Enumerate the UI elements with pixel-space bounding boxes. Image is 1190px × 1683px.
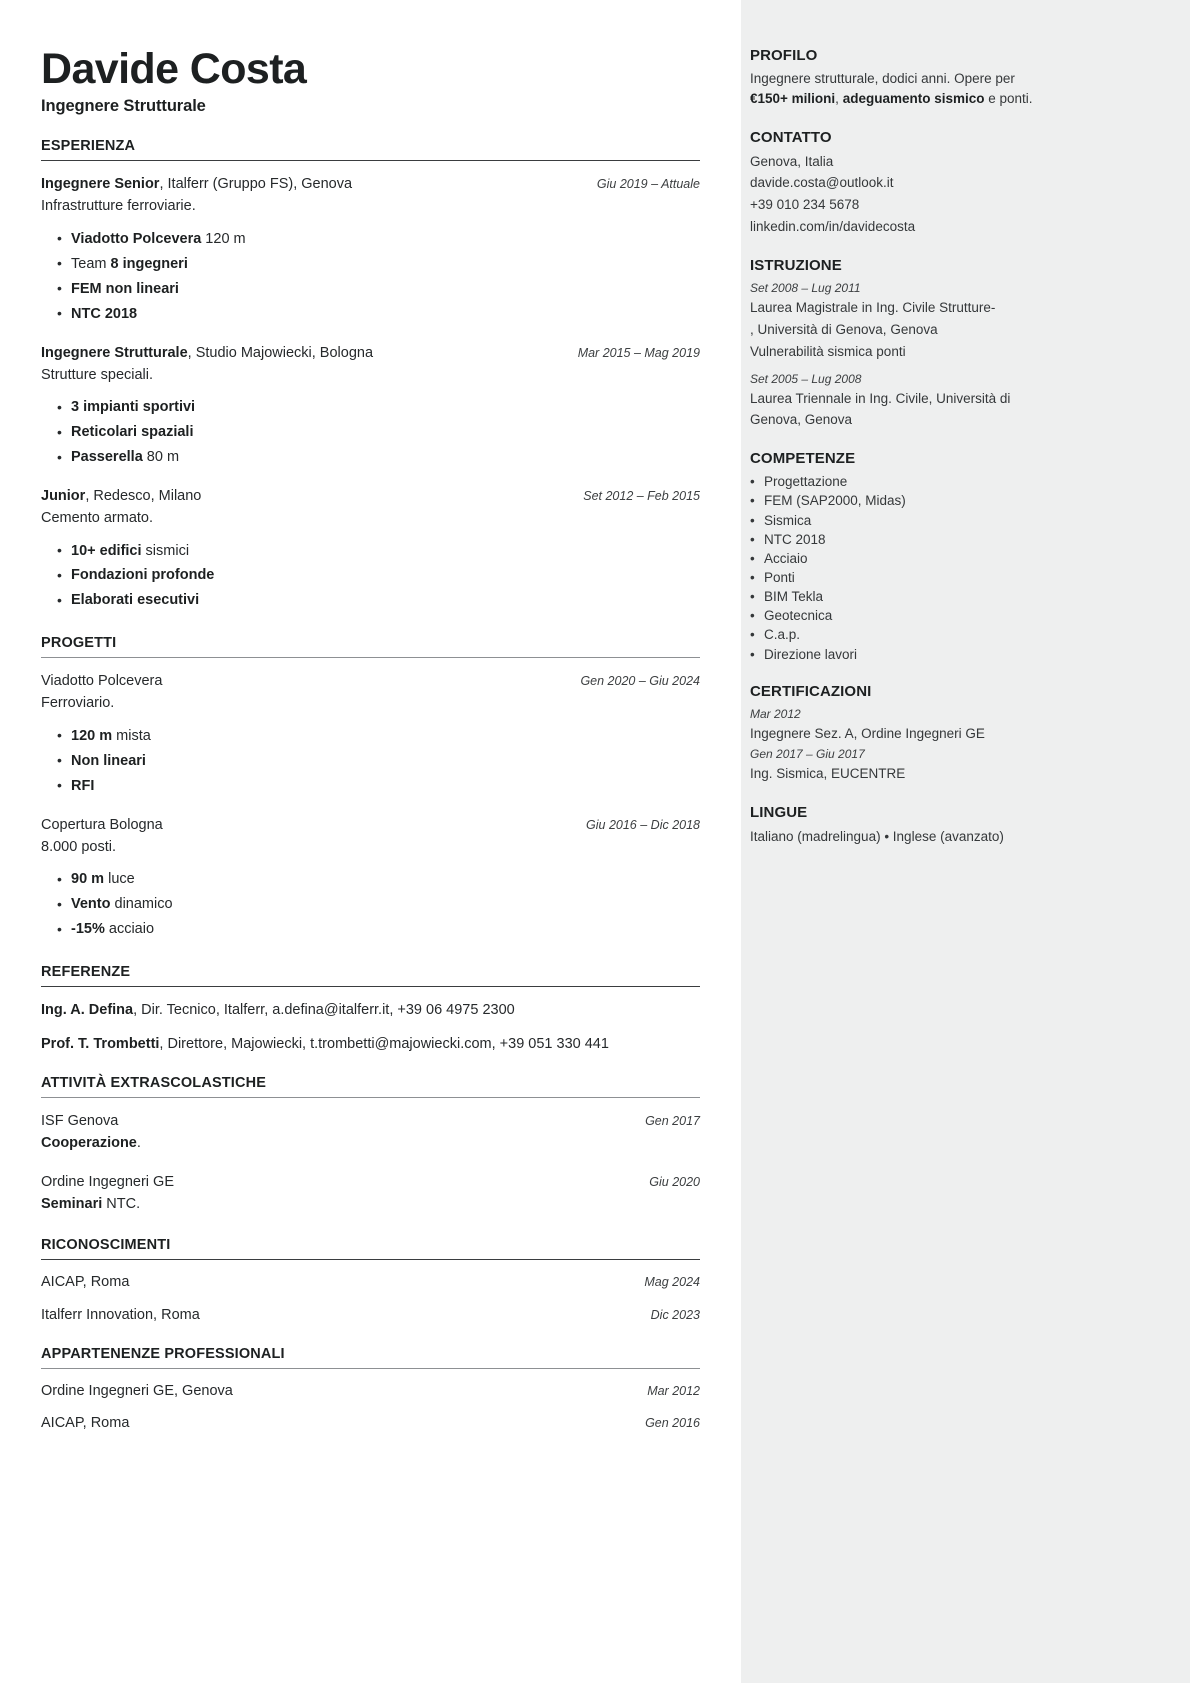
certification-text: Ing. Sismica, EUCENTRE <box>750 765 906 781</box>
experience-entry <box>41 342 700 470</box>
entry-title <box>41 173 352 195</box>
activity-org: Ordine Ingegneri GE <box>41 1173 174 1190</box>
bullet-highlight: Viadotto Polcevera <box>71 230 202 247</box>
activity-highlight: Seminari <box>41 1195 103 1212</box>
list-item <box>41 395 700 420</box>
languages-text: Italiano (madrelingua) • Inglese (avanzato) <box>750 828 1004 844</box>
activity-list <box>41 1110 700 1215</box>
page-title: Davide Costa <box>41 45 307 93</box>
list-item <box>41 588 700 613</box>
entry-summary: Cemento armato. <box>41 510 154 527</box>
entry-summary: Ferroviario. <box>41 695 115 712</box>
reference-details: , Direttore, Majowiecki, t.trombetti@majowiecki.com, +39 051 330 441 <box>159 1036 609 1053</box>
section-projects <box>41 635 700 942</box>
bullet-highlight: NTC 2018 <box>71 305 138 322</box>
row-date: Mag 2024 <box>644 1275 700 1289</box>
contact-line[interactable]: davide.costa@outlook.it <box>750 175 894 191</box>
entry-title <box>41 814 163 836</box>
bullet-list <box>41 867 700 942</box>
reference-details: , Dir. Tecnico, Italferr, a.defina@italferr.it, +39 06 4975 2300 <box>133 1001 515 1018</box>
bullet-text: acciaio <box>104 921 155 937</box>
entry-header <box>41 173 700 195</box>
list-item <box>41 563 700 588</box>
activity-date: Giu 2020 <box>649 1174 700 1189</box>
bullet-text: sismici <box>141 542 190 559</box>
bullet-prefix: Team <box>71 255 111 272</box>
experience-entry <box>41 670 700 798</box>
activity-item <box>41 1110 700 1154</box>
award-list <box>41 1272 700 1327</box>
divider <box>41 1259 700 1260</box>
entry-org: , Studio Majowiecki, Bologna <box>187 344 374 361</box>
certification-date: Mar 2012 <box>750 706 801 721</box>
list-item <box>41 445 700 470</box>
row-label: Ordine Ingegneri GE, Genova <box>41 1382 233 1399</box>
certification-item <box>750 745 1154 785</box>
entry-summary: 8.000 posti. <box>41 838 116 855</box>
bullet-highlight: Non lineari <box>71 752 146 769</box>
entry-header <box>41 670 700 692</box>
section-activities <box>41 1075 700 1215</box>
list-item <box>41 252 700 277</box>
bullet-text: mista <box>112 727 151 744</box>
bullet-text: luce <box>104 871 135 888</box>
entry-header <box>41 485 700 507</box>
list-item <box>41 724 700 749</box>
sidebar-title-education: ISTRUZIONE <box>750 256 842 274</box>
row-date: Gen 2016 <box>645 1416 700 1431</box>
profile-tail: e ponti. <box>984 91 1033 107</box>
list-item <box>41 420 700 445</box>
row-date: Mar 2012 <box>647 1383 700 1398</box>
entry-date: Set 2012 – Feb 2015 <box>583 489 700 503</box>
skill-item: • NTC 2018 <box>750 530 1154 549</box>
sidebar-section-contact <box>750 129 1154 238</box>
section-title-references: REFERENZE <box>41 963 131 980</box>
education-institution: Genova, Genova <box>750 412 853 428</box>
activity-text: NTC. <box>102 1195 141 1212</box>
bullet-text: dinamico <box>110 896 173 913</box>
list-item <box>41 302 700 327</box>
list-item <box>41 539 700 564</box>
divider <box>41 1097 700 1098</box>
activity-date: Gen 2017 <box>645 1113 700 1128</box>
education-degree: Laurea Magistrale in Ing. Civile Strutture- <box>750 299 996 315</box>
activity-text: . <box>136 1134 141 1151</box>
skill-item: • C.a.p. <box>750 625 1154 644</box>
entry-title <box>41 485 201 507</box>
sidebar-title-skills: COMPETENZE <box>750 450 856 468</box>
entry-title <box>41 342 373 364</box>
bullet-highlight: Reticolari spaziali <box>71 424 194 441</box>
list-item <box>41 917 700 942</box>
section-experience <box>41 138 700 613</box>
entry-role: Ingegnere Senior <box>41 176 160 193</box>
skill-item: • Progettazione <box>750 472 1154 491</box>
skill-item: • Ponti <box>750 568 1154 587</box>
bullet-list <box>41 227 700 327</box>
award-item <box>41 1305 700 1327</box>
sidebar-section-education <box>750 257 1154 431</box>
list-item <box>41 277 700 302</box>
bullet-list <box>41 724 700 799</box>
skill-item: • Direzione lavori <box>750 645 1154 664</box>
entry-role: Junior <box>41 488 86 504</box>
contact-line[interactable]: +39 010 234 5678 <box>750 197 860 213</box>
entry-date: Giu 2019 – Attuale <box>596 177 700 192</box>
bullet-text: 80 m <box>142 449 180 466</box>
experience-entry <box>41 485 700 613</box>
activity-highlight: Cooperazione <box>41 1134 137 1151</box>
certification-item <box>750 705 1154 745</box>
contact-line[interactable]: Genova, Italia <box>750 153 834 169</box>
profile-text <box>750 69 1154 110</box>
reference-item <box>41 999 700 1021</box>
experience-entry <box>41 814 700 942</box>
education-list <box>750 279 1154 431</box>
reference-name: Prof. T. Trombetti <box>41 1036 160 1053</box>
skill-item: • FEM (SAP2000, Midas) <box>750 491 1154 510</box>
bullet-highlight: Fondazioni profonde <box>71 567 215 584</box>
row-label: AICAP, Roma <box>41 1274 130 1290</box>
contact-line[interactable]: linkedin.com/in/davidecosta <box>750 219 916 235</box>
entry-summary: Infrastrutture ferroviarie. <box>41 198 196 215</box>
activity-item <box>41 1171 700 1215</box>
activity-org: ISF Genova <box>41 1112 119 1129</box>
section-memberships <box>41 1346 700 1436</box>
skill-item: • BIM Tekla <box>750 587 1154 606</box>
bullet-highlight: Elaborati esecutivi <box>71 592 200 609</box>
entry-date: Giu 2016 – Dic 2018 <box>586 817 700 832</box>
skill-item: • Acciaio <box>750 549 1154 568</box>
sidebar <box>741 0 1190 1683</box>
membership-list <box>41 1381 700 1436</box>
education-institution: , Università di Genova, Genova <box>750 321 938 337</box>
certification-list <box>750 705 1154 785</box>
entry-role: Copertura Bologna <box>41 816 163 833</box>
skill-item: • Sismica <box>750 511 1154 530</box>
bullet-highlight: Passerella <box>71 449 143 466</box>
section-awards <box>41 1237 700 1327</box>
section-title-experience: ESPERIENZA <box>41 138 136 155</box>
sidebar-title-certifications: CERTIFICAZIONI <box>750 682 872 700</box>
row-label: Italferr Innovation, Roma <box>41 1306 200 1323</box>
bullet-highlight: 10+ edifici <box>71 542 142 559</box>
bullet-highlight: 90 m <box>71 871 105 888</box>
education-thesis: Vulnerabilità sismica ponti <box>750 343 906 359</box>
section-title-projects: PROGETTI <box>41 635 117 652</box>
divider <box>41 657 700 658</box>
entry-header <box>41 814 700 836</box>
divider <box>41 160 700 161</box>
entry-role: Ingegnere Strutturale <box>41 344 188 361</box>
entry-summary: Strutture speciali. <box>41 366 154 383</box>
profile-mid: , <box>835 91 843 107</box>
membership-item <box>41 1413 700 1435</box>
list-item <box>41 867 700 892</box>
entry-date: Mar 2015 – Mag 2019 <box>577 345 700 360</box>
entry-date: Gen 2020 – Giu 2024 <box>580 674 700 689</box>
reference-item <box>41 1033 700 1055</box>
experience-entry <box>41 173 700 326</box>
bullet-list <box>41 395 700 470</box>
skill-item: • Geotecnica <box>750 606 1154 625</box>
bullet-highlight: Vento <box>71 896 111 913</box>
education-date: Set 2005 – Lug 2008 <box>750 371 862 386</box>
entry-role: Viadotto Polcevera <box>41 673 163 690</box>
education-date: Set 2008 – Lug 2011 <box>750 280 861 295</box>
entry-title <box>41 670 162 692</box>
certification-date: Gen 2017 – Giu 2017 <box>750 746 865 761</box>
education-item <box>750 279 1154 363</box>
list-item <box>41 227 700 252</box>
bullet-highlight: RFI <box>71 777 95 794</box>
job-title: Ingegnere Strutturale <box>41 97 206 116</box>
profile-bold1: €150+ milioni <box>750 91 836 107</box>
sidebar-section-profile <box>750 47 1154 110</box>
bullet-list <box>41 539 700 614</box>
section-title-activities: ATTIVITÀ EXTRASCOLASTICHE <box>41 1074 267 1091</box>
education-item <box>750 370 1154 432</box>
bullet-highlight: 3 impianti sportivi <box>71 399 196 416</box>
divider <box>41 1368 700 1369</box>
bullet-highlight: -15% <box>71 921 105 937</box>
bullet-highlight: 8 ingegneri <box>110 255 188 272</box>
skill-list <box>750 472 1154 664</box>
sidebar-title-languages: LINGUE <box>750 803 808 821</box>
row-date: Dic 2023 <box>650 1307 700 1322</box>
profile-line1: Ingegnere strutturale, dodici anni. Opere per <box>750 71 1015 86</box>
activity-header <box>41 1110 700 1132</box>
certification-text: Ingegnere Sez. A, Ordine Ingegneri GE <box>750 725 985 741</box>
reference-name: Ing. A. Defina <box>41 1001 134 1018</box>
bullet-highlight: FEM non lineari <box>71 280 179 297</box>
sidebar-section-languages <box>750 804 1154 848</box>
entry-org: , Redesco, Milano <box>85 488 202 504</box>
section-references <box>41 964 700 1056</box>
list-item <box>41 774 700 799</box>
experience-entry-list <box>41 173 700 613</box>
list-item <box>41 749 700 774</box>
entry-org: , Italferr (Gruppo FS), Genova <box>159 176 353 193</box>
section-title-awards: RICONOSCIMENTI <box>41 1237 171 1253</box>
row-label: AICAP, Roma <box>41 1415 130 1432</box>
activity-description <box>41 1193 700 1215</box>
contact-line-list <box>750 151 1154 238</box>
activity-header <box>41 1171 700 1193</box>
sidebar-title-profile: PROFILO <box>750 47 818 64</box>
reference-list <box>41 999 700 1056</box>
bullet-text: 120 m <box>201 230 246 247</box>
bullet-highlight: 120 m <box>71 727 113 744</box>
membership-item <box>41 1381 700 1403</box>
project-entry-list <box>41 670 700 942</box>
activity-description <box>41 1132 700 1154</box>
education-degree: Laurea Triennale in Ing. Civile, Università di <box>750 390 1011 406</box>
award-item <box>41 1272 700 1294</box>
sidebar-section-skills <box>750 450 1154 664</box>
section-title-memberships: APPARTENENZE PROFESSIONALI <box>41 1345 285 1362</box>
sidebar-section-certifications <box>750 683 1154 785</box>
entry-header <box>41 342 700 364</box>
divider <box>41 986 700 987</box>
sidebar-title-contact: CONTATTO <box>750 128 832 146</box>
list-item <box>41 892 700 917</box>
profile-bold2: adeguamento sismico <box>842 91 985 107</box>
